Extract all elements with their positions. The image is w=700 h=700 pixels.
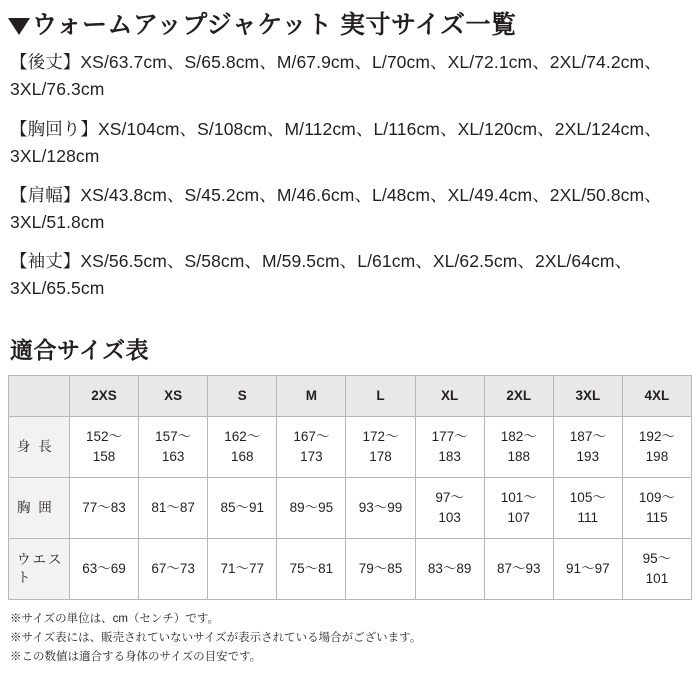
- cell-line: 89〜95: [289, 500, 334, 516]
- footnotes: [0, 600, 700, 666]
- measurement-value: XS/56.5cm、S/58cm、M/59.5cm、L/61cm、XL/62.5cm、2XL/64cm、3XL/65.5cm: [10, 251, 633, 299]
- cell-line: 101〜: [500, 490, 537, 505]
- table-cell: [139, 417, 208, 478]
- table-cell: [139, 539, 208, 600]
- cell-line: 167〜: [293, 429, 330, 444]
- cell-line: 67〜73: [151, 561, 195, 577]
- measurement-row: [10, 116, 690, 170]
- cell-line: 178: [369, 449, 392, 465]
- column-header-xs: XS: [139, 376, 208, 417]
- table-cell: [622, 539, 691, 600]
- cell-line: 158: [92, 449, 116, 465]
- cell-line: 75〜81: [289, 561, 334, 577]
- cell-line: 81〜87: [151, 500, 195, 516]
- column-header-2xl: 2XL: [484, 376, 553, 417]
- table-header-row: [9, 376, 692, 417]
- cell-line: 103: [438, 510, 461, 526]
- cell-line: 77〜83: [82, 500, 126, 516]
- measurement-label: 【後丈】: [10, 52, 81, 73]
- size-table-head: [9, 376, 692, 417]
- table-cell: [553, 417, 622, 478]
- cell-line: 71〜77: [220, 561, 265, 577]
- column-header-m: M: [277, 376, 346, 417]
- cell-line: 162〜: [224, 429, 261, 444]
- cell-line: 173: [300, 449, 323, 465]
- column-header-3xl: 3XL: [553, 376, 622, 417]
- measurement-label: 【肩幅】: [10, 184, 81, 205]
- cell-line: 91〜97: [566, 561, 610, 577]
- measurement-value: XS/104cm、S/108cm、M/112cm、L/116cm、XL/120cm、2XL/124cm、3XL/128cm: [10, 118, 662, 166]
- table-cell: [70, 417, 139, 478]
- column-header-2xs: 2XS: [70, 376, 139, 417]
- table-row: [9, 417, 692, 478]
- table-row: [9, 478, 692, 539]
- footnote: ※この数値は適合する身体のサイズの目安です。: [10, 650, 262, 663]
- table-cell: [208, 417, 277, 478]
- cell-line: 188: [507, 449, 530, 465]
- cell-line: 183: [438, 449, 461, 465]
- measurement-value: XS/43.8cm、S/45.2cm、M/46.6cm、L/48cm、XL/49.4cm、2XL/50.8cm、3XL/51.8cm: [10, 184, 662, 232]
- cell-line: 87〜93: [496, 561, 541, 577]
- table-cell: [346, 417, 415, 478]
- cell-line: 63〜69: [82, 561, 126, 577]
- cell-line: 163: [161, 449, 185, 465]
- section-title: 適合サイズ表: [10, 337, 150, 364]
- cell-line: 182〜: [500, 429, 537, 444]
- table-cell: [415, 478, 484, 539]
- measurement-row: [10, 248, 690, 302]
- measurement-label: 【胸回り】: [10, 118, 98, 139]
- measurement-label: 【袖丈】: [10, 251, 81, 271]
- table-cell: [139, 478, 208, 539]
- cell-line: 157〜: [155, 429, 192, 444]
- cell-line: 105〜: [569, 490, 606, 505]
- table-cell: [346, 539, 415, 600]
- footnote: ※サイズ表には、販売されていないサイズが表示されている場合がございます。: [10, 631, 422, 644]
- cell-line: 168: [231, 449, 254, 465]
- cell-line: 187〜: [569, 429, 606, 444]
- table-cell: [70, 478, 139, 539]
- table-cell: [484, 539, 553, 600]
- cell-line: 95〜: [642, 551, 672, 566]
- measurement-row: [10, 49, 690, 103]
- page-title-text: ウォームアップジャケット 実寸サイズ一覧: [32, 11, 517, 39]
- size-table-body: [9, 417, 692, 600]
- row-header-chest: 胸 囲: [9, 478, 70, 539]
- column-header-4xl: 4XL: [622, 376, 691, 417]
- table-cell: [70, 539, 139, 600]
- table-cell: [415, 539, 484, 600]
- cell-line: 97〜: [435, 490, 464, 505]
- cell-line: 172〜: [362, 429, 399, 444]
- table-cell: [277, 539, 346, 600]
- table-cell: [484, 478, 553, 539]
- row-header-waist: ウエスト: [9, 539, 70, 600]
- table-cell: [484, 417, 553, 478]
- table-cell: [553, 539, 622, 600]
- cell-line: 79〜85: [358, 561, 403, 577]
- column-header-xl: XL: [415, 376, 484, 417]
- size-table: [8, 375, 692, 600]
- footnote: ※サイズの単位は、cm（センチ）です。: [10, 613, 219, 626]
- cell-line: 109〜: [638, 490, 675, 505]
- cell-line: 101: [645, 571, 669, 587]
- table-cell: [277, 417, 346, 478]
- row-header-height: 身 長: [9, 417, 70, 478]
- cell-line: 152〜: [86, 429, 123, 444]
- table-cell: [553, 478, 622, 539]
- cell-line: 193: [576, 449, 600, 465]
- table-cell: [622, 417, 691, 478]
- measurement-row: [10, 182, 690, 236]
- cell-line: 111: [577, 510, 599, 526]
- table-row: [9, 539, 692, 600]
- column-header-s: S: [208, 376, 277, 417]
- table-cell: [208, 539, 277, 600]
- cell-line: 198: [645, 449, 669, 465]
- measurement-value: XS/63.7cm、S/65.8cm、M/67.9cm、L/70cm、XL/72.1cm、2XL/74.2cm、3XL/76.3cm: [10, 52, 662, 100]
- table-cell: [622, 478, 691, 539]
- cell-line: 192〜: [638, 429, 675, 444]
- table-cell: [208, 478, 277, 539]
- column-header-l: L: [346, 376, 415, 417]
- page-title: [0, 0, 700, 41]
- table-cell: [277, 478, 346, 539]
- cell-line: 107: [507, 510, 530, 526]
- cell-line: 177〜: [431, 429, 468, 444]
- table-corner-cell: [9, 376, 70, 417]
- cell-line: 83〜89: [427, 561, 472, 577]
- table-cell: [346, 478, 415, 539]
- measurements-list: [0, 41, 700, 302]
- triangle-down-icon: [8, 18, 30, 35]
- cell-line: 93〜99: [358, 500, 403, 516]
- cell-line: 85〜91: [220, 500, 265, 516]
- table-cell: [415, 417, 484, 478]
- cell-line: 115: [646, 510, 668, 526]
